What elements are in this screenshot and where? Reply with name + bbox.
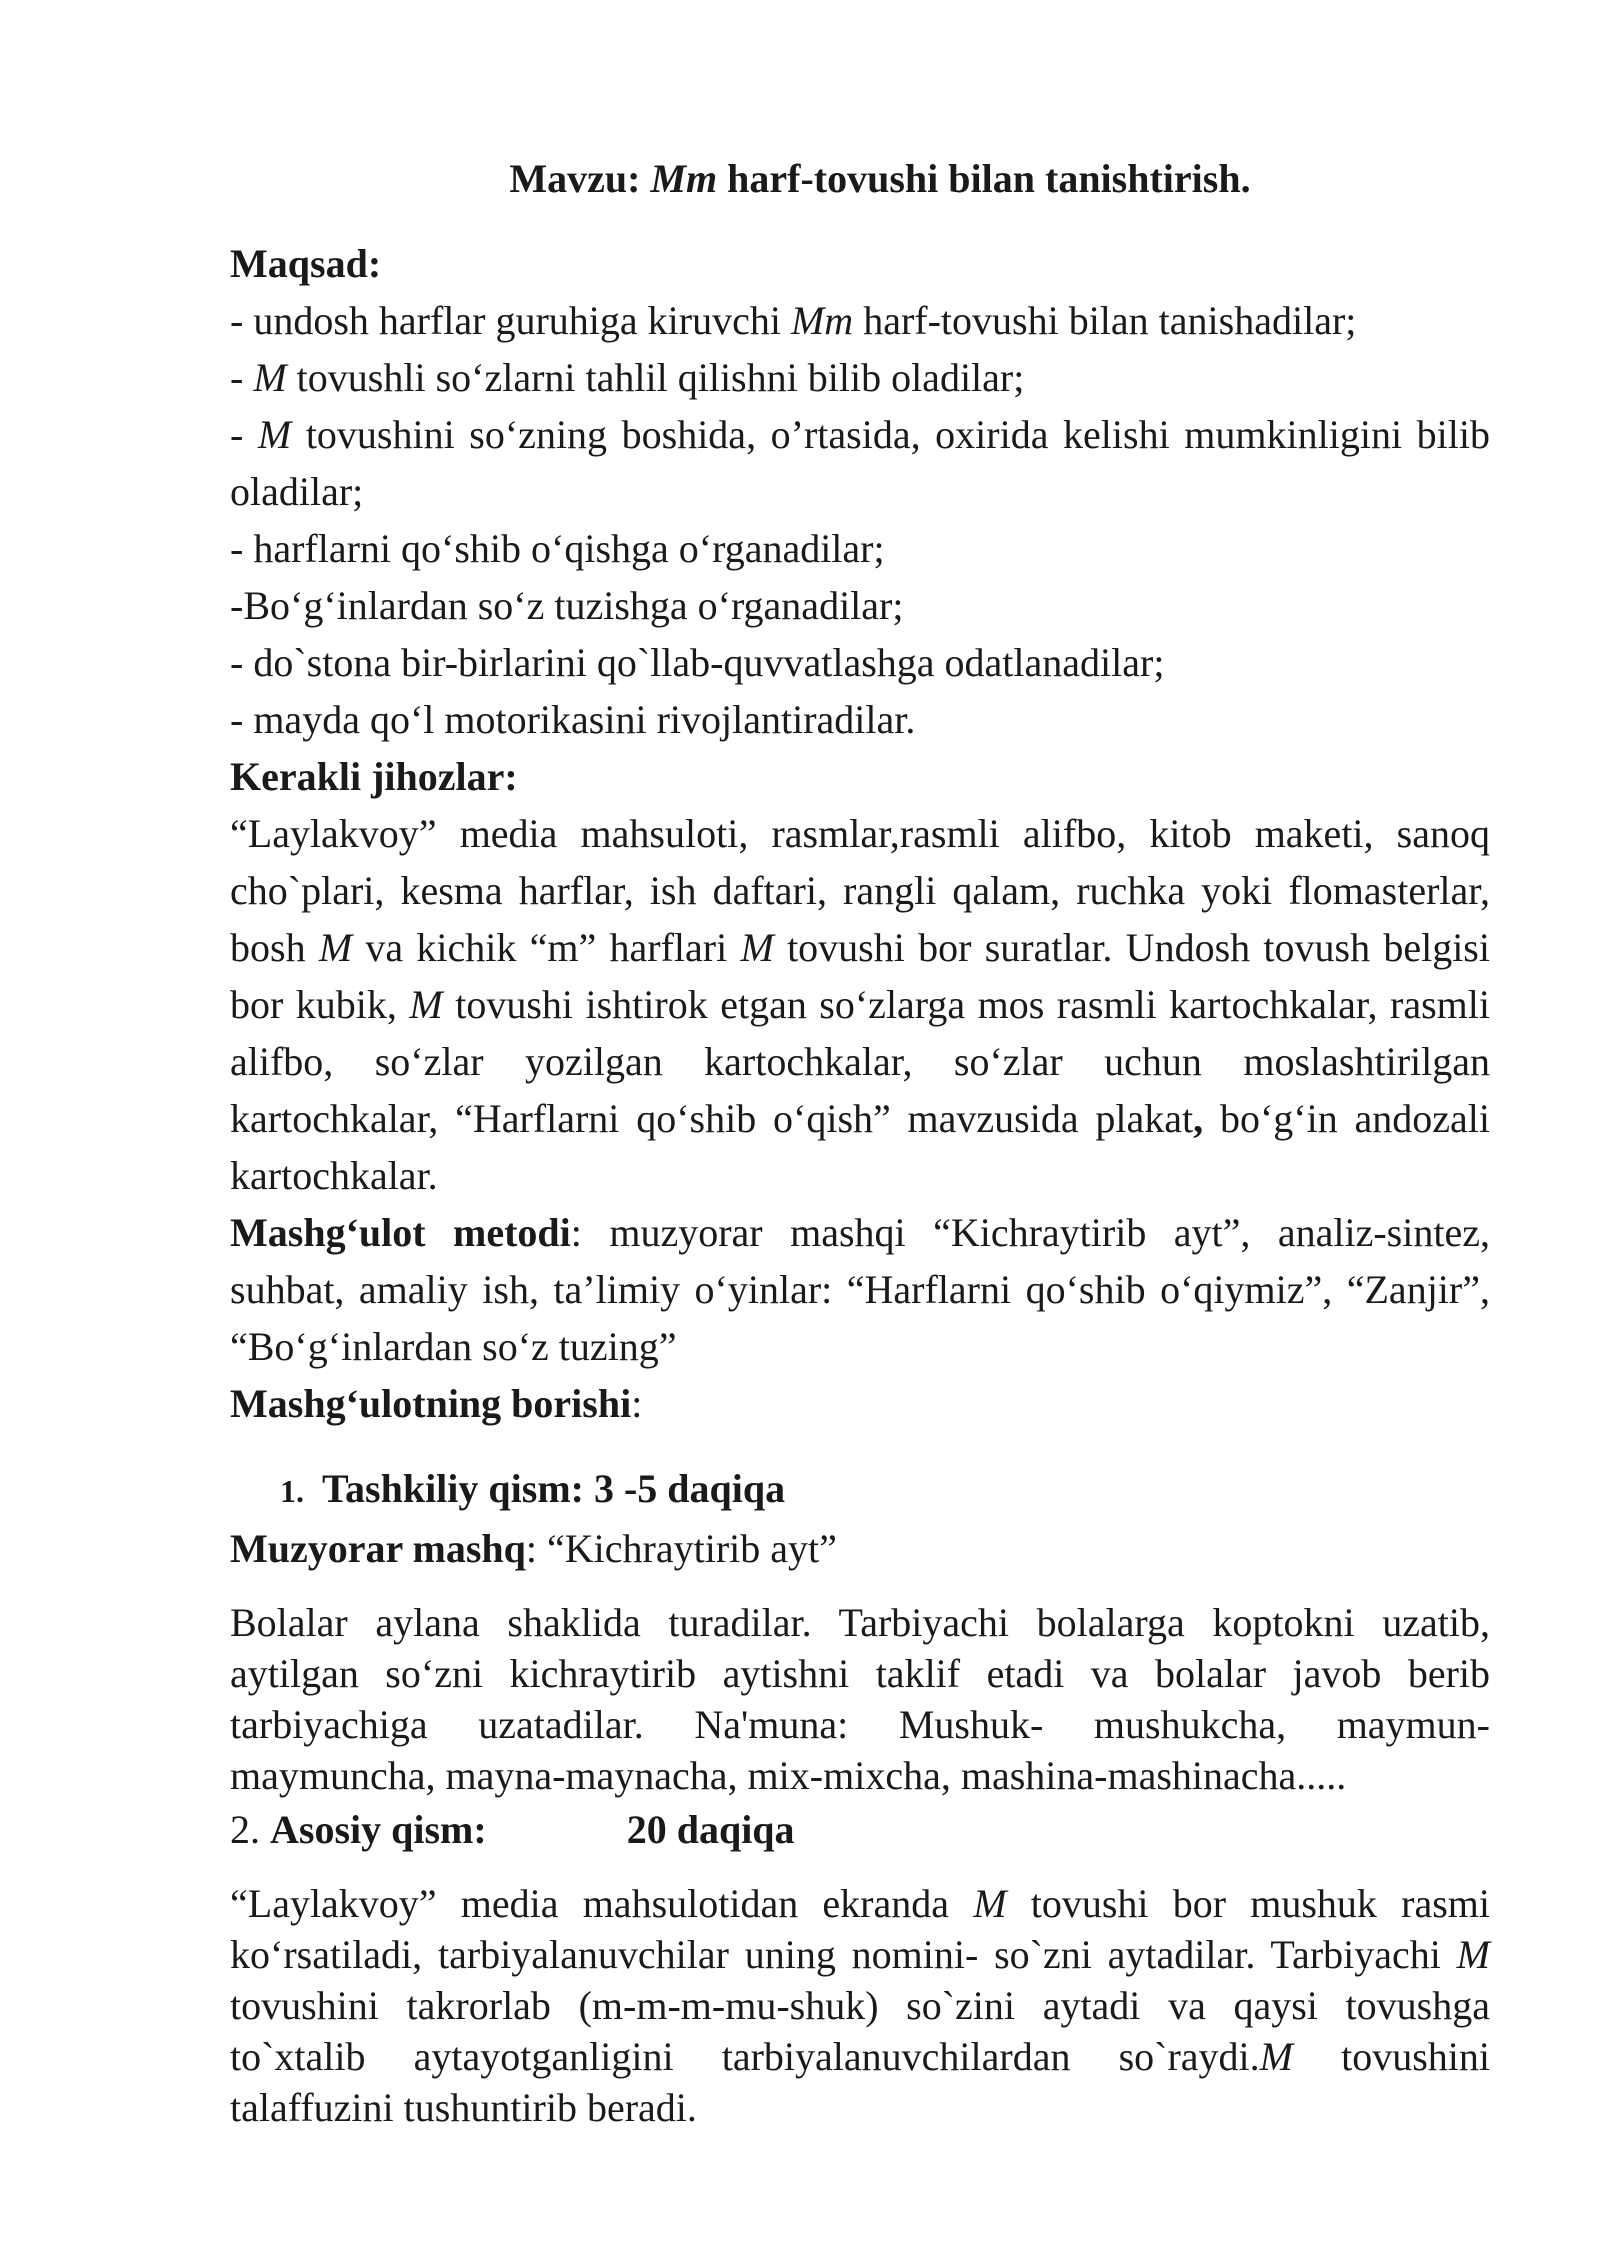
step-2-text-4: tovushini talaffuzini tushuntirib beradi. bbox=[230, 2034, 1490, 2130]
step-1-label: Tashkiliy qism: 3 -5 daqiqa bbox=[322, 1466, 786, 1511]
maqsad-item-3 bbox=[230, 406, 1490, 520]
step-1-body: Bolalar aylana shaklida turadilar. Tarbiyachi bolalarga koptokni uzatib, aytilgan so‘zni kichraytirib aytishni taklif etadi va bolalar javob berib tarbiyachiga uzatadilar. Na'muna: Mushuk- mushukcha, maymun-maymuncha, mayna-maynacha, mix-mixcha, mashina-mashinacha..... bbox=[230, 1600, 1490, 1798]
jihozlar-text-4: tovushi ishtirok etgan so‘zlarga mos rasmli kartochkalar, rasmli alifbo, so‘zlar yozilgan kartochkalar, so‘zlar uchun moslashtirilgan kartochkalar, “Harflarni qo‘shib o‘qish” mavzusida plakat bbox=[230, 982, 1491, 1141]
maqsad-item-7: - mayda qo‘l motorikasini rivojlantiradilar. bbox=[230, 697, 916, 742]
borishi-heading: Mashg‘ulotning borishi bbox=[230, 1381, 632, 1426]
jihozlar-letter-3: M bbox=[409, 982, 443, 1027]
muzyorar-text: : “Kichraytirib ayt” bbox=[525, 1526, 837, 1571]
title-letter: Mm bbox=[650, 156, 718, 201]
muzyorar-heading: Muzyorar mashq bbox=[230, 1526, 526, 1571]
page-title bbox=[230, 150, 1490, 207]
borishi-colon: : bbox=[631, 1381, 643, 1426]
step-2-text-2: tovushi bor mushuk rasmi ko‘rsatiladi, tarbiyalanuvchilar uning nomini- so`zni aytadilar. Tarbiyachi bbox=[230, 1881, 1490, 1977]
maqsad-item-5: -Bo‘g‘inlardan so‘z tuzishga o‘rganadilar; bbox=[230, 583, 904, 628]
step-2-label: Asosiy qism: bbox=[270, 1807, 487, 1852]
step-2-letter-2: M bbox=[1456, 1932, 1490, 1977]
step-2-number: 2. bbox=[230, 1807, 270, 1852]
borishi-line bbox=[230, 1375, 1490, 1432]
step-2-text-3: tovushini takrorlab (m-m-m-mu-shuk) so`zini aytadi va qaysi tovushga to`xtalib aytayotganligini tarbiyalanuvchilardan so`raydi. bbox=[230, 1983, 1490, 2079]
jihozlar-text-1: “Laylakvoy” media mahsuloti, rasmlar,rasmli alifbo, kitob maketi, sanoq cho`plari, kesma harflar, ish daftari, rangli qalam, ruchka yoki flomasterlar, bosh bbox=[230, 811, 1490, 970]
maqsad-item-3-text: tovushini so‘zning boshida, o’rtasida, oxirida kelishi mumkinligini bilib oladilar; bbox=[230, 412, 1490, 514]
step-2-body bbox=[230, 1878, 1490, 2133]
title-suffix: harf-tovushi bilan tanishtirish. bbox=[717, 156, 1251, 201]
maqsad-item-1-text: - undosh harflar guruhiga kiruvchi bbox=[230, 298, 791, 343]
maqsad-item-2-letter: M bbox=[253, 355, 287, 400]
maqsad-item-3-letter: M bbox=[257, 412, 292, 457]
maqsad-item-6: - do`stona bir-birlarini qo`llab-quvvatlashga odatlanadilar; bbox=[230, 640, 1165, 685]
maqsad-item-1 bbox=[230, 292, 1490, 349]
step-1-heading bbox=[280, 1460, 1490, 1520]
jihozlar-text-2: va kichik “m” harflari bbox=[352, 925, 741, 970]
maqsad-item-1-letter: Mm bbox=[790, 298, 854, 343]
maqsad-heading: Maqsad: bbox=[230, 241, 382, 286]
step-2-letter-3: M bbox=[1259, 2034, 1293, 2079]
muzyorar-line bbox=[230, 1520, 1490, 1577]
maqsad-item-2 bbox=[230, 349, 1490, 406]
jihozlar-letter-1: M bbox=[318, 925, 353, 970]
spacer bbox=[230, 1577, 1490, 1597]
maqsad-item-3-dash: - bbox=[230, 412, 258, 457]
jihozlar-letter-2: M bbox=[740, 925, 774, 970]
maqsad-item-4: - harflarni qo‘shib o‘qishga o‘rganadilar; bbox=[230, 526, 885, 571]
step-2-time: 20 daqiqa bbox=[626, 1807, 795, 1852]
jihozlar-comma: , bbox=[1193, 1096, 1204, 1141]
jihozlar-heading: Kerakli jihozlar: bbox=[230, 754, 518, 799]
spacer bbox=[230, 1858, 1490, 1878]
step-2-text-1: “Laylakvoy” media mahsulotidan ekranda bbox=[230, 1881, 974, 1926]
maqsad-item-2-dash: - bbox=[230, 355, 254, 400]
jihozlar-text-5: bo‘g‘in andozali kartochkalar. bbox=[230, 1096, 1490, 1198]
document-page bbox=[230, 150, 1490, 2133]
metod-text: : muzyorar mashqi “Kichraytirib ayt”, analiz-sintez, suhbat, amaliy ish, ta’limiy o‘yinlar: “Harflarni qo‘shib o‘qiymiz”, “Zanjir”, “Bo‘g‘inlardan so‘z tuzing” bbox=[230, 1210, 1490, 1369]
title-prefix: Mavzu: bbox=[509, 156, 651, 201]
step-2-letter-1: M bbox=[973, 1881, 1007, 1926]
jihozlar-text-3: tovushi bor suratlar. Undosh tovush belgisi bor kubik, bbox=[230, 925, 1490, 1027]
metod-paragraph bbox=[230, 1204, 1490, 1375]
jihozlar-paragraph bbox=[230, 805, 1490, 1204]
step-1-number: 1. bbox=[280, 1473, 304, 1509]
maqsad-item-1-text-end: harf-tovushi bilan tanishadilar; bbox=[853, 298, 1357, 343]
step-2-heading bbox=[230, 1801, 1490, 1858]
metod-heading: Mashg‘ulot metodi bbox=[230, 1210, 571, 1255]
maqsad-item-2-text: tovushli so‘zlarni tahlil qilishni bilib oladilar; bbox=[286, 355, 1025, 400]
